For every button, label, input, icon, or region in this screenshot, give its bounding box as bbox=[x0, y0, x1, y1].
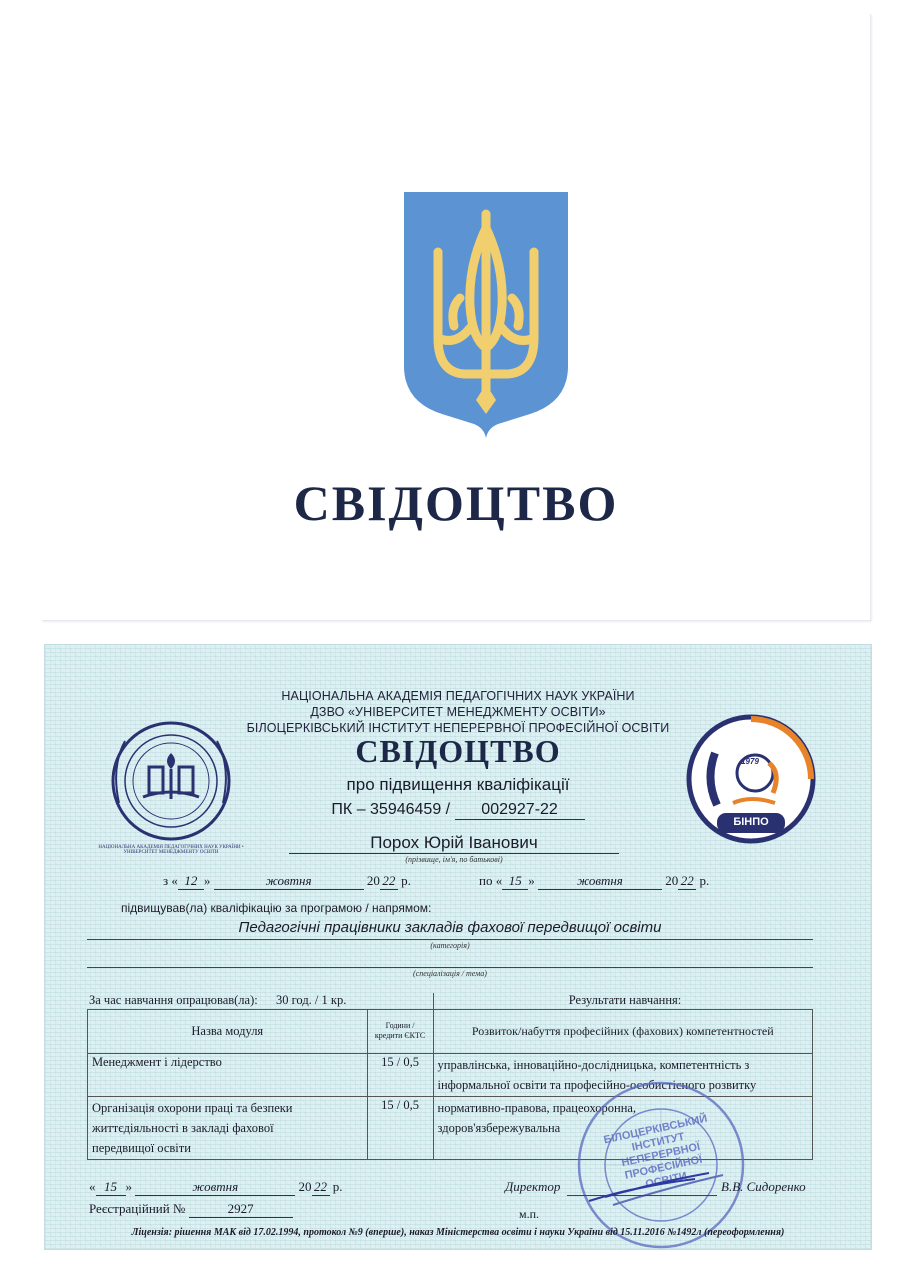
registration-value: 2927 bbox=[189, 1201, 293, 1218]
academy-logo-text: НАЦІОНАЛЬНА АКАДЕМІЯ ПЕДАГОГІЧНИХ НАУК УКРАЇНИ • УНІВЕРСИТЕТ МЕНЕДЖМЕНТУ ОСВІТИ bbox=[98, 845, 244, 855]
coat-of-arms-icon bbox=[400, 188, 572, 440]
hours-cell: 15 / 0,5 bbox=[367, 1096, 433, 1159]
hours-label: За час навчання опрацював(ла): bbox=[89, 993, 258, 1007]
program-underline bbox=[87, 939, 813, 940]
certificate-number bbox=[45, 801, 871, 820]
header-line-1: НАЦІОНАЛЬНА АКАДЕМІЯ ПЕДАГОГІЧНИХ НАУК УКРАЇНИ bbox=[281, 689, 635, 703]
from-day: 12 bbox=[178, 873, 204, 890]
col-module-header: Назва модуля bbox=[88, 1009, 368, 1053]
to-month: жовтня bbox=[538, 873, 662, 890]
module-cell: Менеджмент і лідерство bbox=[88, 1053, 368, 1096]
to-day: 15 bbox=[502, 873, 528, 890]
registration bbox=[89, 1201, 293, 1218]
director-name: В.В. Сидоренко bbox=[721, 1179, 806, 1194]
results-header: Результати навчання: bbox=[568, 993, 682, 1007]
col-result-header: Розвиток/набуття професійних (фахових) компетентностей bbox=[433, 1009, 812, 1053]
category-caption: (категорія) bbox=[430, 941, 470, 950]
from-year: 22 bbox=[380, 873, 398, 890]
number-value: 002927-22 bbox=[455, 801, 585, 820]
period-to: по « 15 » жовтня 20 22 р. bbox=[479, 873, 710, 888]
number-prefix: ПК – 35946459 / bbox=[331, 801, 451, 818]
director-signature-icon bbox=[585, 1167, 715, 1207]
header-line-3: БІЛОЦЕРКІВСЬКИЙ ІНСТИТУТ НЕПЕРЕРВНОЇ ПРОФЕСІЙНОЇ ОСВІТИ bbox=[246, 721, 670, 735]
certificate-title: СВІДОЦТВО bbox=[355, 733, 561, 769]
license-text: Ліцензія: рішення МАК від 17.02.1994, протокол №9 (вперше), наказ Міністерства освіти і науки України від 15.11.2016 №1492л (переоформлення) bbox=[131, 1227, 785, 1238]
stamp-text: БІЛОЦЕРКІВСЬКИЙ ІНСТИТУТ НЕПЕРЕРВНОЇ ПРОФЕСІЙНОЇ ОСВІТИ bbox=[602, 1112, 709, 1191]
hours-value: 30 год. / 1 кр. bbox=[275, 993, 347, 1007]
to-year: 22 bbox=[678, 873, 696, 890]
holder-name: Порох Юрій Іванович bbox=[289, 833, 619, 854]
issue-month: жовтня bbox=[135, 1179, 295, 1196]
issue-year: 22 bbox=[312, 1179, 330, 1196]
result-cell: нормативно-правова, працеохоронна, здоров'язбережувальна bbox=[433, 1096, 812, 1159]
result-cell: управлінська, інноваційно-дослідницька, компетентність з інформальної освіти та професійно-особистісного розвитку bbox=[433, 1053, 812, 1096]
module-cell: Організація охорони праці та безпеки життєдіяльності в закладі фахової передвищої освіти bbox=[88, 1096, 368, 1159]
program-value: Педагогічні працівники закладів фахової передвищої освіти bbox=[238, 919, 662, 936]
issue-date: « 15 » жовтня 20 22 р. bbox=[89, 1179, 343, 1194]
specialization-caption: (спеціалізація / тема) bbox=[413, 969, 487, 978]
certificate-cover bbox=[42, 14, 871, 621]
header-line-2: ДЗВО «УНІВЕРСИТЕТ МЕНЕДЖМЕНТУ ОСВІТИ» bbox=[310, 705, 606, 719]
cover-title: СВІДОЦТВО bbox=[293, 475, 619, 531]
registration-label: Реєстраційний № bbox=[89, 1201, 186, 1216]
holder-name-caption: (прізвище, ім'я, по батькові) bbox=[405, 855, 503, 864]
certificate-insert bbox=[44, 644, 872, 1250]
program-intro: підвищував(ла) кваліфікацію за програмою / напрямом: bbox=[121, 901, 432, 915]
director-label: Директор bbox=[505, 1179, 561, 1194]
certificate-subtitle: про підвищення кваліфікації bbox=[346, 775, 570, 794]
specialization-underline bbox=[87, 967, 813, 968]
period-from: з « 12 » жовтня 20 22 р. bbox=[163, 873, 411, 888]
binpo-logo-year: 1979 bbox=[741, 757, 759, 766]
hours-cell: 15 / 0,5 bbox=[367, 1053, 433, 1096]
col-hours-header: Години / кредити ЄКТС bbox=[367, 1009, 433, 1053]
binpo-logo-text: БІНПО bbox=[733, 816, 769, 828]
stamp-label: м.п. bbox=[519, 1207, 540, 1221]
issue-day: 15 bbox=[96, 1179, 126, 1196]
from-month: жовтня bbox=[214, 873, 364, 890]
